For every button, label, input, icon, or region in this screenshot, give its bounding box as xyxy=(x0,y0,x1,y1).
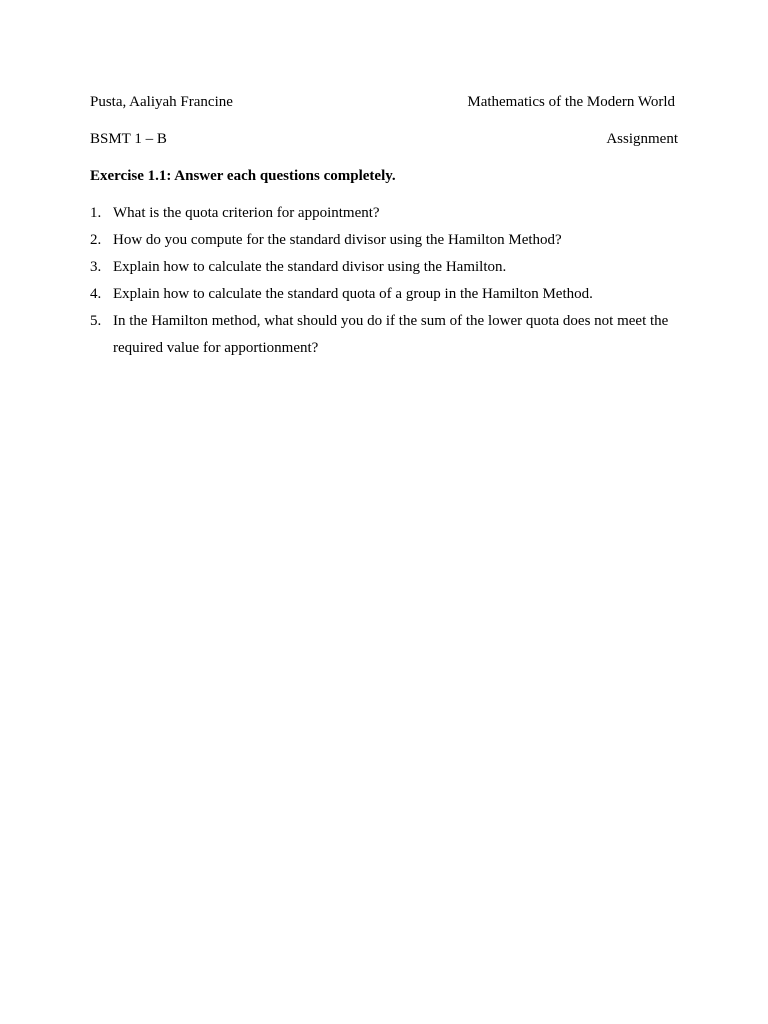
question-number: 2. xyxy=(90,232,102,248)
question-text: How do you compute for the standard divisor using the Hamilton Method? xyxy=(113,232,562,248)
document-type: Assignment xyxy=(606,131,678,147)
question-text: Explain how to calculate the standard quota of a group in the Hamilton Method. xyxy=(113,286,593,302)
course-title: Mathematics of the Modern World xyxy=(467,94,675,110)
question-number: 4. xyxy=(90,286,102,302)
question-item xyxy=(90,254,678,281)
question-number: 5. xyxy=(90,313,102,329)
exercise-title: Exercise 1.1: Answer each questions completely. xyxy=(90,168,396,184)
header-row-2 xyxy=(90,130,678,148)
question-item xyxy=(90,308,678,362)
question-text: What is the quota criterion for appointment? xyxy=(113,205,380,221)
question-number: 3. xyxy=(90,259,102,275)
question-text: In the Hamilton method, what should you do if the sum of the lower quota does not meet the required value for apportionment? xyxy=(113,313,669,356)
section-label: BSMT 1 – B xyxy=(90,131,167,147)
question-number: 1. xyxy=(90,205,102,221)
student-name: Pusta, Aaliyah Francine xyxy=(90,94,233,110)
question-item xyxy=(90,281,678,308)
question-text: Explain how to calculate the standard divisor using the Hamilton. xyxy=(113,259,507,275)
question-item xyxy=(90,200,678,227)
question-list xyxy=(90,200,678,362)
header-row-1 xyxy=(90,93,678,111)
question-item xyxy=(90,227,678,254)
